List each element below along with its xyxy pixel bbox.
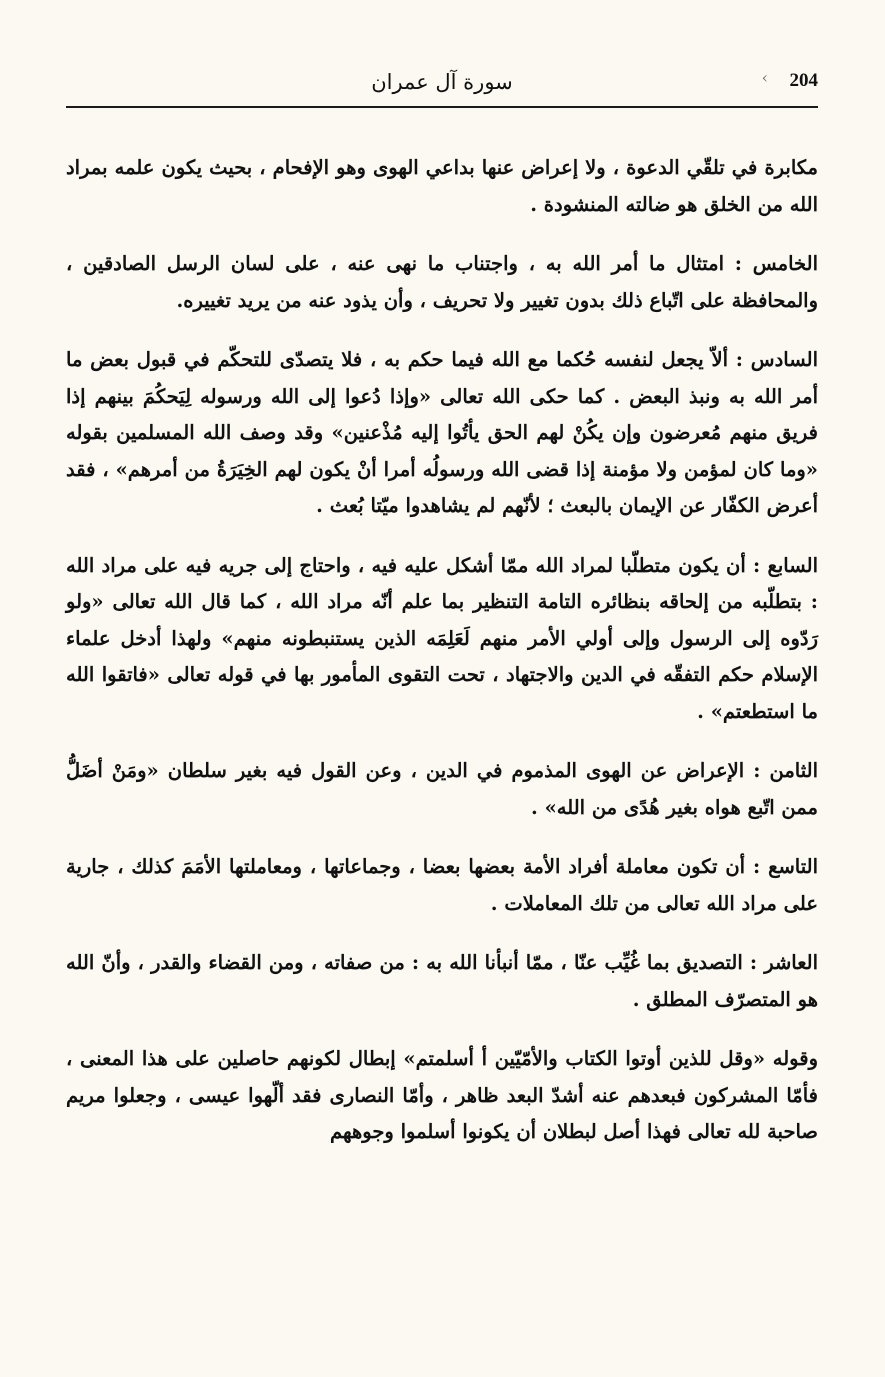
paragraph: الخامس : امتثال ما أمر الله به ، واجتناب ما نهى عنه ، على لسان الرسل الصادقين ، والمحافظة على اتّباع ذلك بدون تغيير ولا تحريف ، وأن يذود عنه من يريد تغييره. <box>66 252 818 312</box>
paragraph: مكابرة في تلقّي الدعوة ، ولا إعراض عنها بداعي الهوى وهو الإفحام ، بحيث يكون علمه بمراد الله من الخلق هو ضالته المنشودة . <box>66 156 818 216</box>
paragraph: الثامن : الإعراض عن الهوى المذموم في الدين ، وعن القول فيه بغير سلطان «ومَنْ أضَلُّ ممن اتّبع هواه بغير هُدًى من الله» . <box>66 759 818 819</box>
paragraph: وقوله «وقل للذين أوتوا الكتاب والأمّيّين أ أسلمتم» إبطال لكونهم حاصلين على هذا المعنى ، فأمّا المشركون فبعدهم عنه أشدّ البعد ظاهر ، وأمّا النصارى فقد ألّهوا عيسى ، وجعلوا مريم صاحبة لله تعالى فهذا أصل لبطلان أن يكونوا أسلموا وجوههم <box>66 1047 818 1143</box>
page-number: 204 <box>789 70 818 91</box>
paragraph: العاشر : التصديق بما غُيِّب عنّا ، ممّا أنبأنا الله به : من صفاته ، ومن القضاء والقدر ، وأنّ الله هو المتصرّف المطلق . <box>66 951 818 1011</box>
running-title: سورة آل عمران <box>371 70 513 94</box>
page-corner-mark: ‹ <box>761 68 768 87</box>
paragraph: التاسع : أن تكون معاملة أفراد الأمة بعضها بعضا ، وجماعاتها ، ومعاملتها الأمَمَ كذلك ، جارية على مراد الله تعالى من تلك المعاملات . <box>66 855 818 915</box>
paragraph: السابع : أن يكون متطلّبا لمراد الله ممّا أشكل عليه فيه ، واحتاج إلى جريه فيه على مراد الله : بتطلّبه من إلحاقه بنظائره التامة التنظير بما علم أنّه مراد الله ، كما قال الله تعالى «ولو رَدّوه إلى الرسول وإلى أولي الأمر منهم لَعَلِمَه الذين يستنبطونه منهم» ولهذا أدخل علماء الإسلام حكم التفقّه في الدين والاجتهاد ، تحت التقوى المأمور بها في قوله تعالى «فاتقوا الله ما استطعتم» . <box>66 553 818 723</box>
body-text <box>66 150 818 1174</box>
paragraph: السادس : ألاّ يجعل لنفسه حُكما مع الله فيما حكم به ، فلا يتصدّى للتحكّم في قبول بعض ما أمر الله به ونبذ البعض . كما حكى الله تعالى «وإذا دُعوا إلى الله ورسوله لِيَحكُمَ بينهم إذا فريق منهم مُعرضون وإن يكُنْ لهم الحق يأتُوا إليه مُذْعنين» وقد وصف الله المسلمين بقوله «وما كان لمؤمن ولا مؤمنة إذا قضى الله ورسولُه أمرا أنْ يكون لهم الخِيَرَةُ من أمرهم» ، فقد أعرض الكفّار عن الإيمان بالبعث ؛ لأنّهم لم يشاهدوا ميّتا بُعث . <box>66 348 818 517</box>
page-header <box>66 66 818 108</box>
